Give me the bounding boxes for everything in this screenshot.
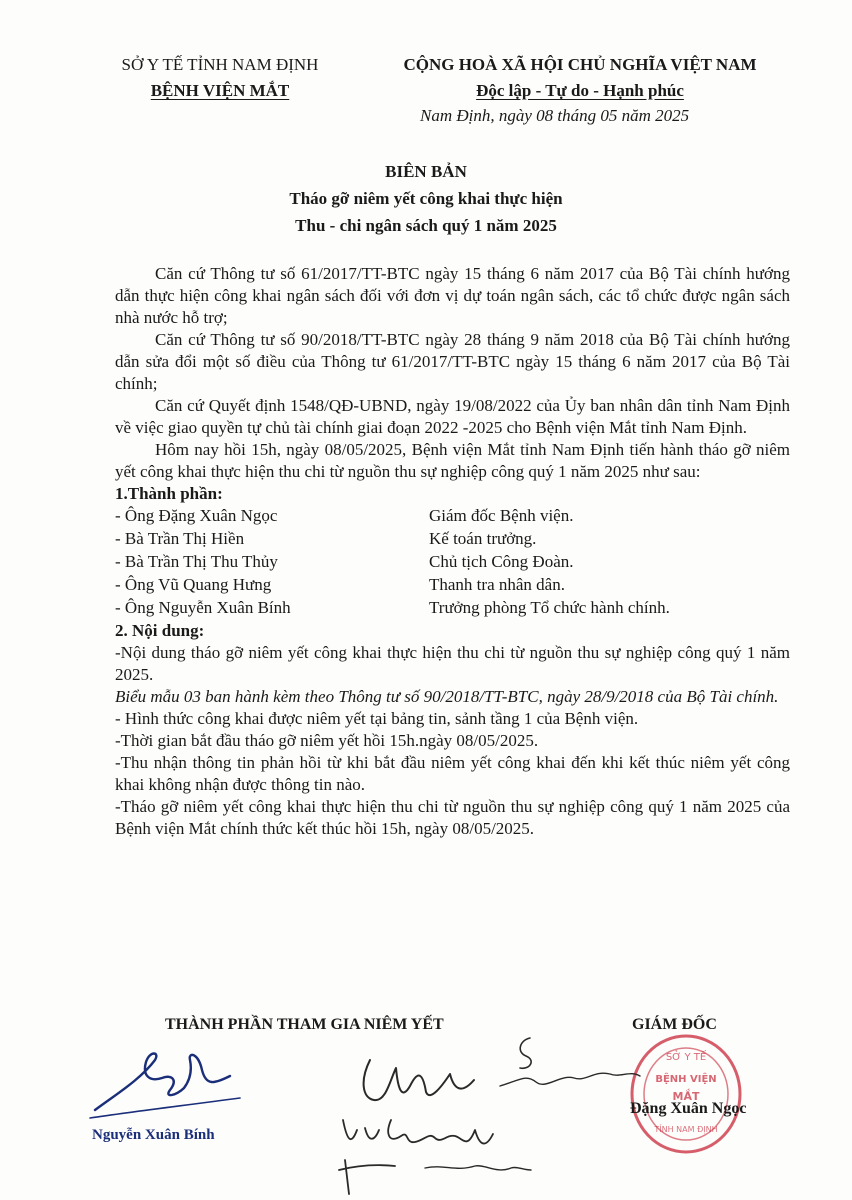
content-item: -Thời gian bắt đầu tháo gỡ niêm yết hồi 15h.ngày 08/05/2025.: [115, 731, 539, 750]
national-motto: Độc lập - Tự do - Hạnh phúc: [476, 81, 684, 100]
member-name: - Bà Trần Thị Thu Thủy: [115, 552, 278, 571]
participants-signature-title: THÀNH PHẦN THAM GIA NIÊM YẾT: [165, 1016, 444, 1033]
svg-text:BỆNH VIỆN: BỆNH VIỆN: [655, 1074, 717, 1085]
svg-text:TỈNH NAM ĐỊNH: TỈNH NAM ĐỊNH: [654, 1125, 718, 1134]
member-name: - Ông Vũ Quang Hưng: [115, 575, 272, 594]
member-name: - Ông Đặng Xuân Ngọc: [115, 506, 278, 525]
content-item: -Tháo gỡ niêm yết công khai thực hiện thu chi từ nguồn thu sự nghiệp công quý 1 năm 2025 của Bệnh viện Mắt chính thức kết thúc hồi 15h, ngày 08/05/2025.: [115, 797, 790, 838]
signature-participant-3: [335, 1110, 535, 1200]
member-role: Chủ tịch Công Đoàn.: [429, 552, 574, 571]
reference-paragraph: Biểu mẫu 03 ban hành kèm theo Thông tư số 90/2018/TT-BTC, ngày 28/9/2018 của Bộ Tài chính.: [115, 687, 779, 706]
document-title: [0, 158, 852, 239]
legal-basis-paragraph: Căn cứ Quyết định 1548/QĐ-UBND, ngày 19/08/2022 của Ủy ban nhân dân tỉnh Nam Định về việc giao quyền tự chủ tài chính giai đoạn 2022 -2025 cho Bệnh viện Mắt tỉnh Nam Định.: [115, 396, 790, 437]
content-item: - Hình thức công khai được niêm yết tại bảng tin, sảnh tầng 1 của Bệnh viện.: [115, 709, 639, 728]
svg-text:SỞ Y TẾ: SỞ Y TẾ: [665, 1052, 707, 1063]
member-row: [115, 551, 790, 574]
intro-paragraph: Hôm nay hồi 15h, ngày 08/05/2025, Bệnh viện Mắt tỉnh Nam Định tiến hành tháo gỡ niêm yết công khai thực hiện thu chi từ nguồn thu sự nghiệp công quý 1 năm 2025 như sau:: [115, 440, 790, 481]
member-name: - Ông Nguyễn Xuân Bính: [115, 598, 291, 617]
content-paragraph: -Nội dung tháo gỡ niêm yết công khai thực hiện thu chi từ nguồn thu sự nghiệp công quý 1 năm 2025.: [115, 643, 790, 684]
member-name: - Bà Trần Thị Hiền: [115, 529, 245, 548]
member-row: [115, 528, 790, 551]
document-date: Nam Định, ngày 08 tháng 05 năm 2025: [420, 106, 690, 125]
member-role: Thanh tra nhân dân.: [429, 575, 565, 594]
member-row: [115, 505, 790, 528]
signature-participant-2: [490, 1030, 650, 1110]
title-main: BIÊN BẢN: [385, 162, 467, 181]
member-role: Giám đốc Bệnh viện.: [429, 506, 574, 525]
title-line-1: Tháo gỡ niêm yết công khai thực hiện: [289, 189, 563, 208]
member-row: [115, 574, 790, 597]
member-role: Trưởng phòng Tổ chức hành chính.: [429, 598, 670, 617]
section-2-heading: 2. Nội dung:: [115, 621, 205, 640]
signer-name-right: Đặng Xuân Ngọc: [630, 1100, 747, 1117]
member-row: [115, 597, 790, 620]
member-role: Kế toán trưởng.: [429, 529, 537, 548]
national-header: [370, 52, 790, 104]
section-1-heading: 1.Thành phần:: [115, 484, 223, 503]
legal-basis-paragraph: Căn cứ Thông tư số 61/2017/TT-BTC ngày 15 tháng 6 năm 2017 của Bộ Tài chính hướng dẫn thực hiện công khai ngân sách đối với đơn vị dự toán ngân sách, các tổ chức được ngân sách nhà nước hỗ trợ;: [115, 264, 790, 327]
title-line-2: Thu - chi ngân sách quý 1 năm 2025: [295, 216, 557, 235]
document-body: [115, 263, 790, 840]
director-signature-title: GIÁM ĐỐC: [632, 1016, 717, 1033]
legal-basis-paragraph: Căn cứ Thông tư số 90/2018/TT-BTC ngày 28 tháng 9 năm 2018 của Bộ Tài chính hướng dẫn sửa đổi một số điều của Thông tư 61/2017/TT-BTC ngày 15 tháng 6 năm 2017 của Bộ Tài chính;: [115, 330, 790, 393]
content-item: -Thu nhận thông tin phản hồi từ khi bắt đầu niêm yết công khai đến khi kết thúc niêm yết công khai không nhận được thông tin nào.: [115, 753, 790, 794]
svg-text:MẮT: MẮT: [672, 1090, 700, 1103]
signature-nguyen-xuan-binh: [80, 1040, 260, 1130]
signer-name-left: Nguyễn Xuân Bính: [92, 1127, 215, 1143]
organization-name: BỆNH VIỆN MẮT: [150, 81, 290, 100]
department-name: SỞ Y TẾ TỈNH NAM ĐỊNH: [121, 55, 319, 74]
nation-name: CỘNG HOÀ XÃ HỘI CHỦ NGHĨA VIỆT NAM: [403, 55, 757, 74]
issuer-block: [100, 52, 340, 104]
